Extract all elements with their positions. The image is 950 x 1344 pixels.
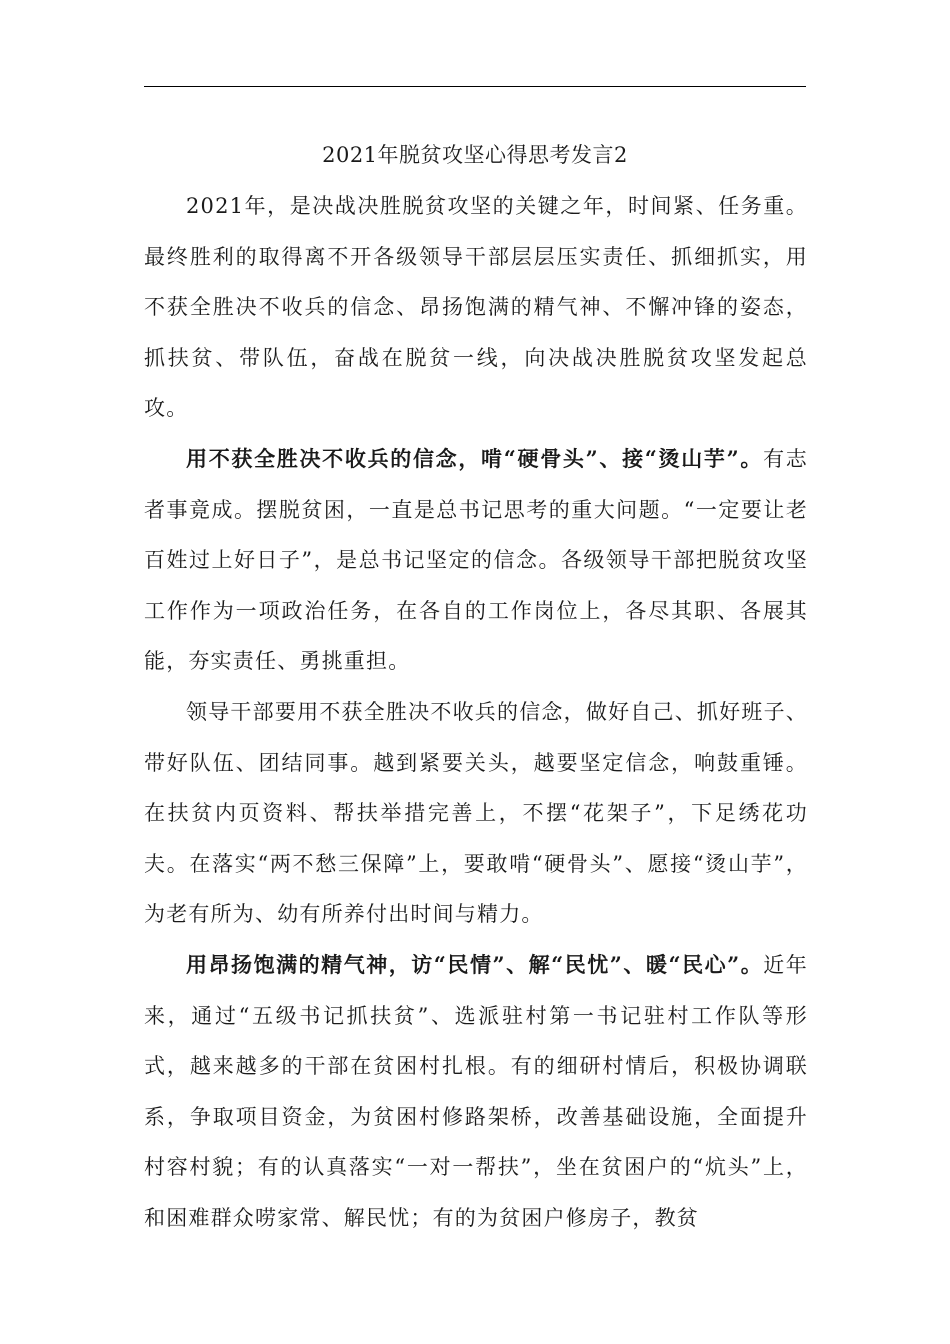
paragraph-text: 近年来，通过“五级书记抓扶贫”、选派驻村第一书记驻村工作队等形式，越来越多的干部在贫困村扎根。有的细研村情后，积极协调联系，争取项目资金，为贫困村修路架桥，改善基础设施，全面提升村容村貌；有的认真落实“一对一帮扶”，坐在贫困户的“炕头”上，和困难群众唠家常、解民忧；有的为贫困户修房子，教贫: [144, 952, 808, 1230]
paragraph-text: 领导干部要用不获全胜决不收兵的信念，做好自己、抓好班子、带好队伍、团结同事。越到紧要关头，越要坚定信念，响鼓重锤。在扶贫内页资料、帮扶举措完善上，不摆“花架子”，下足绣花功夫。在落实“两不愁三保障”上，要敢啃“硬骨头”、愿接“烫山芋”，为老有所为、幼有所养付出时间与精力。: [144, 699, 808, 927]
paragraph: [144, 434, 808, 687]
document-body: [144, 181, 808, 1243]
paragraph: [144, 181, 808, 434]
paragraph-text: 有志者事竟成。摆脱贫困，一直是总书记思考的重大问题。“一定要让老百姓过上好日子”，是总书记坚定的信念。各级领导干部把脱贫攻坚工作作为一项政治任务，在各自的工作岗位上，各尽其职、各展其能，夯实责任、勇挑重担。: [144, 446, 808, 674]
header-rule: [144, 86, 806, 87]
document-title: 2021年脱贫攻坚心得思考发言2: [322, 143, 628, 167]
paragraph: [144, 687, 808, 940]
paragraph-text: 2021年，是决战决胜脱贫攻坚的关键之年，时间紧、任务重。最终胜利的取得离不开各级领导干部层层压实责任、抓细抓实，用不获全胜决不收兵的信念、昂扬饱满的精气神、不懈冲锋的姿态，抓扶贫、带队伍，奋战在脱贫一线，向决战决胜脱贫攻坚发起总攻。: [144, 194, 808, 421]
paragraph: [144, 940, 808, 1244]
section-heading: 用不获全胜决不收兵的信念，啃“硬骨头”、接“烫山芋”。: [186, 445, 764, 471]
section-heading: 用昂扬饱满的精气神，访“民情”、解“民忧”、暖“民心”。: [186, 951, 764, 977]
